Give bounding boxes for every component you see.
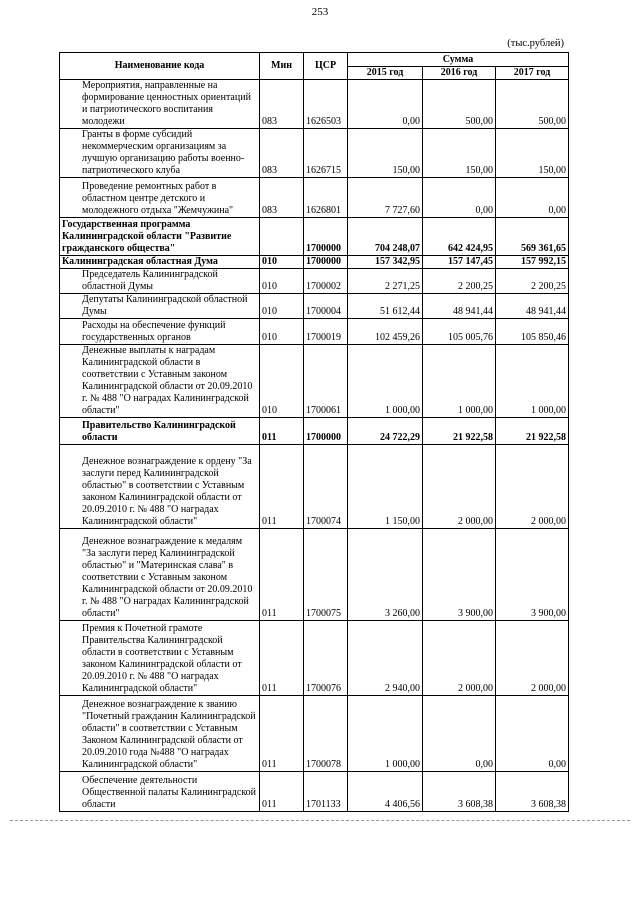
table-row: [60, 621, 569, 696]
row-min: 010: [260, 319, 304, 345]
row-2017: 157 992,15: [496, 256, 569, 269]
row-2015: 51 612,44: [348, 294, 423, 319]
row-name: Государственная программа Калининградской области "Развитие гражданского общества": [60, 218, 260, 256]
row-2015: 704 248,07: [348, 218, 423, 256]
table-row: [60, 80, 569, 129]
row-min: [260, 218, 304, 256]
units-label: (тыс.рублей): [507, 38, 564, 49]
row-2016: 157 147,45: [423, 256, 496, 269]
row-2016: 3 608,38: [423, 772, 496, 812]
row-2015: 150,00: [348, 129, 423, 178]
row-2015: 4 406,56: [348, 772, 423, 812]
header-2016: 2016 год: [423, 67, 496, 80]
row-csr: 1700075: [304, 529, 348, 621]
row-min: 083: [260, 129, 304, 178]
row-min: 010: [260, 269, 304, 294]
table-row: [60, 178, 569, 218]
header-min: Мин: [260, 53, 304, 80]
row-2017: 21 922,58: [496, 418, 569, 445]
row-2017: 2 200,25: [496, 269, 569, 294]
header-2015: 2015 год: [348, 67, 423, 80]
row-2016: 2 000,00: [423, 621, 496, 696]
row-2017: 48 941,44: [496, 294, 569, 319]
row-name: Денежное вознаграждение к ордену "За заслуги перед Калининградской областью" в соответствии с Уставным законом Калининградской области от 20.09.2010 г. № 488 "О наградах Калининградской области": [60, 445, 260, 529]
row-csr: 1700019: [304, 319, 348, 345]
row-name: Проведение ремонтных работ в областном центре детского и молодежного отдыха "Жемчужина": [60, 178, 260, 218]
row-2017: 1 000,00: [496, 345, 569, 418]
row-csr: 1700002: [304, 269, 348, 294]
header-csr: ЦСР: [304, 53, 348, 80]
row-csr: 1700000: [304, 418, 348, 445]
row-2015: 102 459,26: [348, 319, 423, 345]
row-csr: 1700074: [304, 445, 348, 529]
table-row: [60, 418, 569, 445]
row-2016: 500,00: [423, 80, 496, 129]
row-2017: 0,00: [496, 178, 569, 218]
row-2017: 0,00: [496, 696, 569, 772]
row-name: Обеспечение деятельности Общественной палаты Калининградской области: [60, 772, 260, 812]
row-min: 011: [260, 696, 304, 772]
row-min: 010: [260, 294, 304, 319]
row-min: 083: [260, 178, 304, 218]
row-2016: 1 000,00: [423, 345, 496, 418]
row-name: Денежное вознаграждение к званию "Почетный гражданин Калининградской области" в соответствии с Уставным Законом Калининградской области от 20.09.2010 года №488 "О наградах Калининградской области": [60, 696, 260, 772]
table-row: [60, 445, 569, 529]
table-row: [60, 772, 569, 812]
row-2016: 21 922,58: [423, 418, 496, 445]
row-2016: 105 005,76: [423, 319, 496, 345]
row-csr: 1700000: [304, 218, 348, 256]
row-2017: 569 361,65: [496, 218, 569, 256]
table-row: [60, 256, 569, 269]
header-sum: Сумма: [348, 53, 569, 67]
row-name: Депутаты Калининградской областной Думы: [60, 294, 260, 319]
row-name: Калининградская областная Дума: [60, 256, 260, 269]
row-2016: 2 000,00: [423, 445, 496, 529]
row-min: 011: [260, 621, 304, 696]
row-name: Председатель Калининградской областной Думы: [60, 269, 260, 294]
row-2017: 2 000,00: [496, 621, 569, 696]
row-2015: 157 342,95: [348, 256, 423, 269]
row-name: Правительство Калининградской области: [60, 418, 260, 445]
row-2016: 48 941,44: [423, 294, 496, 319]
header-name: Наименование кода: [60, 53, 260, 80]
row-min: 011: [260, 529, 304, 621]
row-2017: 3 608,38: [496, 772, 569, 812]
row-2016: 2 200,25: [423, 269, 496, 294]
row-2015: 2 271,25: [348, 269, 423, 294]
row-2016: 150,00: [423, 129, 496, 178]
row-csr: 1700078: [304, 696, 348, 772]
table-row: [60, 345, 569, 418]
row-csr: 1626715: [304, 129, 348, 178]
row-name: Премия к Почетной грамоте Правительства Калининградской области в соответствии с Уставным законом Калининградской области от 20.09.2010 г. № 488 "О наградах Калининградской области": [60, 621, 260, 696]
row-2015: 24 722,29: [348, 418, 423, 445]
row-2016: 0,00: [423, 178, 496, 218]
row-csr: 1700000: [304, 256, 348, 269]
row-2016: 3 900,00: [423, 529, 496, 621]
row-name: Расходы на обеспечение функций государственных органов: [60, 319, 260, 345]
row-csr: 1700076: [304, 621, 348, 696]
row-2015: 0,00: [348, 80, 423, 129]
row-min: 011: [260, 772, 304, 812]
row-2015: 1 000,00: [348, 345, 423, 418]
row-2017: 150,00: [496, 129, 569, 178]
row-min: 011: [260, 418, 304, 445]
row-csr: 1700004: [304, 294, 348, 319]
table-row: [60, 218, 569, 256]
row-2017: 3 900,00: [496, 529, 569, 621]
row-2016: 642 424,95: [423, 218, 496, 256]
row-csr: 1626801: [304, 178, 348, 218]
row-2015: 3 260,00: [348, 529, 423, 621]
row-min: 011: [260, 445, 304, 529]
table-row: [60, 319, 569, 345]
row-2015: 1 150,00: [348, 445, 423, 529]
table-row: [60, 269, 569, 294]
row-name: Денежное вознаграждение к медалям "За заслуги перед Калининградской областью" и "Материнская слава" в соответствии с Уставным законом Калининградской области от 20.09.2010 г. № 488 "О наградах Калининградской области": [60, 529, 260, 621]
row-2015: 1 000,00: [348, 696, 423, 772]
row-2017: 105 850,46: [496, 319, 569, 345]
page-number: 253: [311, 6, 329, 18]
table-row: [60, 294, 569, 319]
row-name: Мероприятия, направленные на формирование ценностных ориентаций и патриотического воспитания молодежи: [60, 80, 260, 129]
row-min: 010: [260, 256, 304, 269]
row-name: Гранты в форме субсидий некоммерческим организациям за лучшую организацию работы военно-патриотического клуба: [60, 129, 260, 178]
row-csr: 1701133: [304, 772, 348, 812]
table-row: [60, 696, 569, 772]
table-row: [60, 529, 569, 621]
row-name: Денежные выплаты к наградам Калининградской области в соответствии с Уставным законом Калининградской области от 20.09.2010 г. № 488 "О наградах Калининградской области": [60, 345, 260, 418]
row-min: 083: [260, 80, 304, 129]
row-2015: 2 940,00: [348, 621, 423, 696]
budget-table: [59, 52, 569, 812]
row-2017: 500,00: [496, 80, 569, 129]
row-csr: 1700061: [304, 345, 348, 418]
row-2015: 7 727,60: [348, 178, 423, 218]
table-row: [60, 129, 569, 178]
header-2017: 2017 год: [496, 67, 569, 80]
row-min: 010: [260, 345, 304, 418]
scan-edge-divider: [10, 820, 630, 821]
row-2016: 0,00: [423, 696, 496, 772]
row-csr: 1626503: [304, 80, 348, 129]
row-2017: 2 000,00: [496, 445, 569, 529]
